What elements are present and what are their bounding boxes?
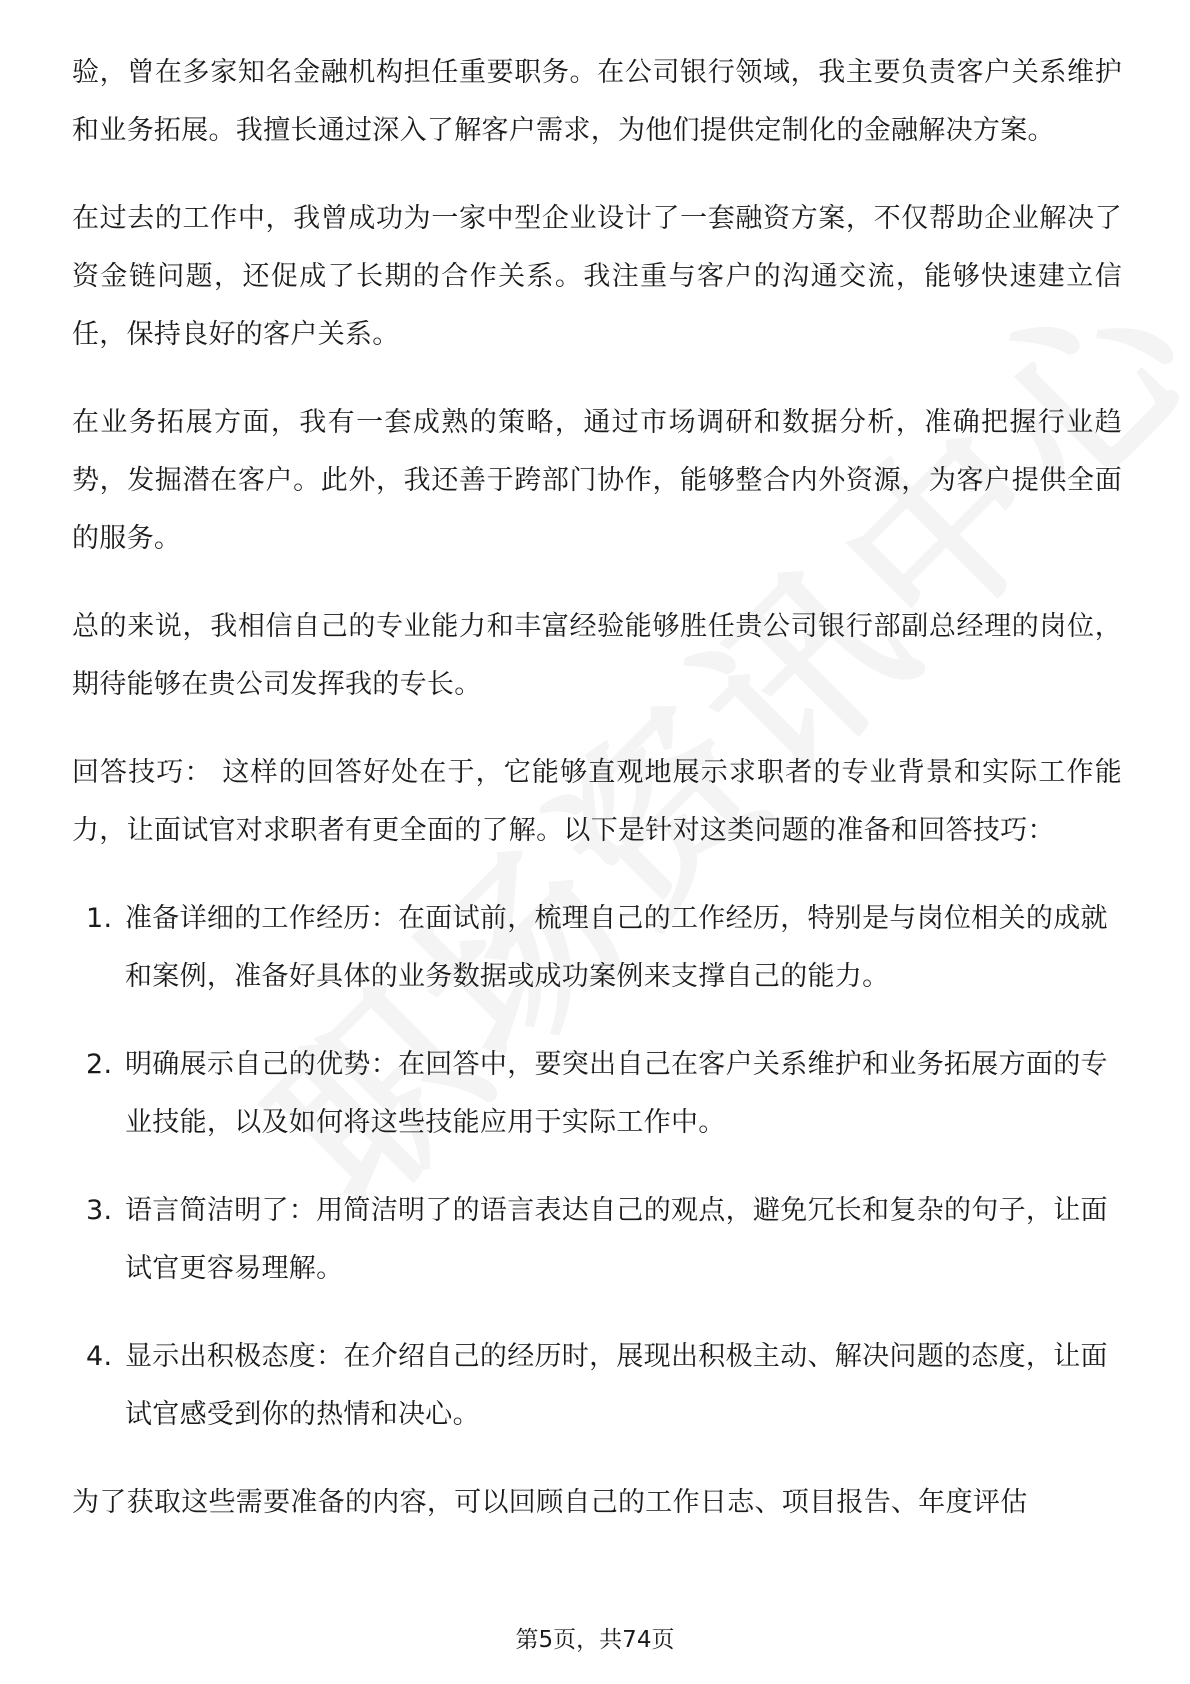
paragraph-answer-tips: 回答技巧： 这样的回答好处在于，它能够直观地展示求职者的专业背景和实际工作能力，让面试官对求职者有更全面的了解。以下是针对这类问题的准备和回答技巧： [72,757,1122,846]
list-number: 3. [86,1195,113,1226]
paragraph-experience: 验，曾在多家知名金融机构担任重要职务。在公司银行领域，我主要负责客户关系维护和业务拓展。我擅长通过深入了解客户需求，为他们提供定制化的金融解决方案。 [72,57,1122,146]
list-item-text: 准备详细的工作经历：在面试前，梳理自己的工作经历，特别是与岗位相关的成就和案例，准备好具体的业务数据或成功案例来支撑自己的能力。 [125,903,1108,992]
list-number: 4. [86,1341,113,1372]
paragraph-closing: 为了获取这些需要准备的内容，可以回顾自己的工作日志、项目报告、年度评估 [72,1487,1028,1518]
list-item [72,1328,1122,1444]
page-number-footer: 第5页，共74页 [515,1627,675,1653]
list-item-text: 明确展示自己的优势：在回答中，要突出自己在客户关系维护和业务拓展方面的专业技能，以及如何将这些技能应用于实际工作中。 [125,1049,1108,1138]
paragraph-business-expansion: 在业务拓展方面，我有一套成熟的策略，通过市场调研和数据分析，准确把握行业趋势，发掘潜在客户。此外，我还善于跨部门协作，能够整合内外资源，为客户提供全面的服务。 [72,407,1122,554]
list-item-text: 显示出积极态度：在介绍自己的经历时，展现出积极主动、解决问题的态度，让面试官感受到你的热情和决心。 [125,1341,1108,1430]
list-number: 2. [86,1049,113,1080]
list-item [72,1036,1122,1152]
list-item-text: 语言简洁明了：用简洁明了的语言表达自己的观点，避免冗长和复杂的句子，让面试官更容易理解。 [125,1195,1108,1284]
tips-list [72,890,1122,1444]
paragraph-past-work: 在过去的工作中，我曾成功为一家中型企业设计了一套融资方案，不仅帮助企业解决了资金链问题，还促成了长期的合作关系。我注重与客户的沟通交流，能够快速建立信任，保持良好的客户关系。 [72,203,1122,350]
list-number: 1. [86,903,113,934]
paragraph-summary: 总的来说，我相信自己的专业能力和丰富经验能够胜任贵公司银行部副总经理的岗位，期待能够在贵公司发挥我的专长。 [72,611,1122,700]
page-content [72,44,1122,1562]
list-item [72,1182,1122,1298]
list-item [72,890,1122,1006]
